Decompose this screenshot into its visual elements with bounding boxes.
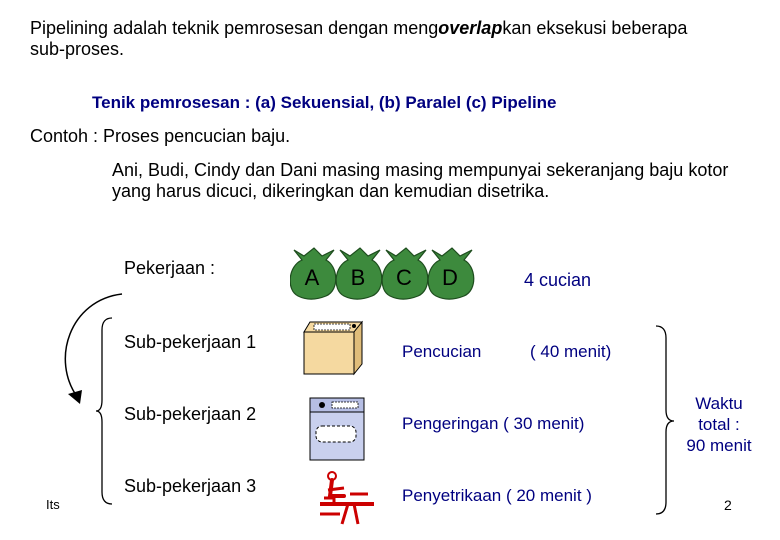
left-brace — [96, 316, 116, 506]
jobs-label: Pekerjaan : — [124, 258, 216, 278]
bag-c-label: C — [396, 265, 412, 290]
process-2-name: Pengeringan ( 30 menit) — [402, 414, 585, 433]
total-time — [674, 393, 764, 456]
subtask-2-label: Sub-pekerjaan 2 — [124, 404, 257, 424]
subtask-3-label: Sub-pekerjaan 3 — [124, 476, 257, 496]
intro-paragraph — [30, 18, 690, 60]
total-time-line1: Waktu — [695, 394, 743, 413]
total-time-line3: 90 menit — [686, 436, 752, 455]
intro-text-after: kan eksekusi beberapa sub-proses. — [30, 18, 688, 59]
intro-emphasis: overlap — [438, 18, 503, 38]
techniques-heading: Tenik pemrosesan : (a) Sekuensial, (b) Paralel (c) Pipeline — [92, 93, 557, 112]
bag-d-label: D — [442, 265, 458, 290]
washer-icon — [302, 312, 364, 378]
intro-text-before: Pipelining adalah teknik pemrosesan dengan meng — [30, 18, 439, 38]
process-1-time: ( 40 menit) — [530, 342, 612, 361]
bag-b-label: B — [350, 265, 366, 290]
subtask-1-label: Sub-pekerjaan 1 — [124, 332, 257, 352]
example-heading: Contoh : Proses pencucian baju. — [30, 126, 291, 146]
page-number: 2 — [724, 497, 732, 513]
dryer-icon — [308, 396, 366, 464]
footer-org: Its — [46, 497, 60, 512]
laundry-bags — [290, 244, 480, 300]
process-3-name: Penyetrikaan ( 20 menit ) — [402, 486, 592, 505]
ironing-icon — [314, 470, 380, 526]
process-1-name: Pencucian — [402, 342, 482, 361]
right-brace — [654, 324, 676, 516]
loop-arrow-icon — [50, 290, 130, 420]
total-time-line2: total : — [698, 415, 740, 434]
bag-a-label: A — [304, 265, 320, 290]
job-count: 4 cucian — [524, 270, 592, 290]
story-paragraph: Ani, Budi, Cindy dan Dani masing masing mempunyai sekeranjang baju kotor yang harus dicuci, dikeringkan dan kemudian disetrika. — [112, 160, 729, 201]
